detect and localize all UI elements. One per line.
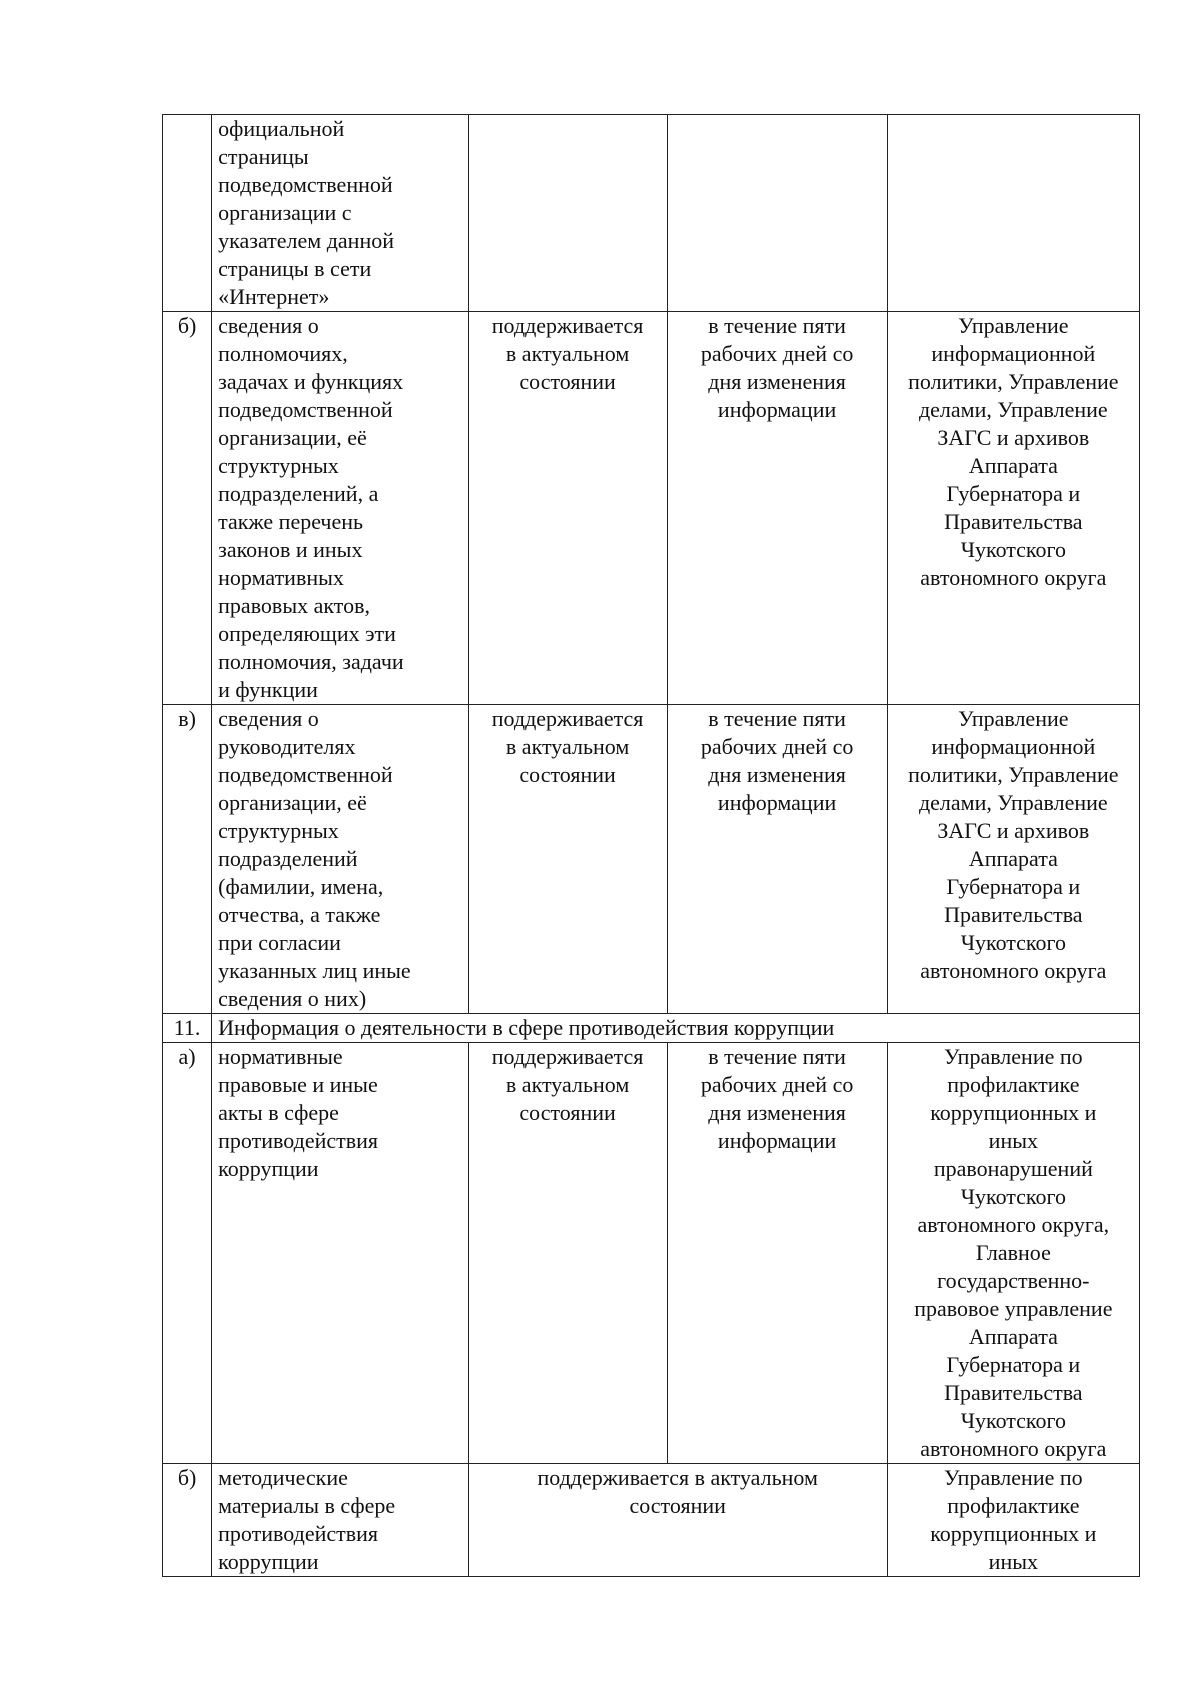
item-name: сведения о руководителях подведомственной организации, её структурных подразделений (фамилии, имена, отчества, а также при согласии указанных лиц иные сведения о них): [212, 705, 469, 1014]
section-title: Информация о деятельности в сфере противодействия коррупции: [212, 1014, 1140, 1043]
item-state: [468, 115, 667, 312]
item-state: поддерживается в актуальном состоянии: [468, 705, 667, 1014]
item-responsible: Управление по профилактике коррупционных и иных правонарушений Чукотского автономного округа, Главное государственно- правовое управление Аппарата Губернатора и Правительства Чукотского автономного округа: [887, 1043, 1139, 1464]
item-responsible: Управление по профилактике коррупционных и иных: [887, 1464, 1139, 1577]
item-name: нормативные правовые и иные акты в сфере противодействия коррупции: [212, 1043, 469, 1464]
item-state: поддерживается в актуальном состоянии: [468, 1043, 667, 1464]
item-number: б): [163, 312, 212, 705]
section-number: 11.: [163, 1014, 212, 1043]
item-term: в течение пяти рабочих дней со дня изменения информации: [667, 312, 887, 705]
item-number: б): [163, 1464, 212, 1577]
item-term: в течение пяти рабочих дней со дня изменения информации: [667, 1043, 887, 1464]
item-name: сведения о полномочиях, задачах и функциях подведомственной организации, её структурных подразделений, а также перечень законов и иных нормативных правовых актов, определяющих эти полномочия, задачи и функции: [212, 312, 469, 705]
table-row: [163, 1043, 1140, 1464]
item-term: [667, 115, 887, 312]
table-row: [163, 115, 1140, 312]
table-row: [163, 1464, 1140, 1577]
item-state: поддерживается в актуальном состоянии: [468, 312, 667, 705]
item-state-term: поддерживается в актуальном состоянии: [468, 1464, 887, 1577]
table-row: [163, 705, 1140, 1014]
item-responsible: Управление информационной политики, Управление делами, Управление ЗАГС и архивов Аппарата Губернатора и Правительства Чукотского автономного округа: [887, 705, 1139, 1014]
item-responsible: [887, 115, 1139, 312]
item-number: а): [163, 1043, 212, 1464]
item-term: в течение пяти рабочих дней со дня изменения информации: [667, 705, 887, 1014]
document-table: [162, 114, 1140, 1577]
table-row: [163, 312, 1140, 705]
item-name: методические материалы в сфере противодействия коррупции: [212, 1464, 469, 1577]
section-row: [163, 1014, 1140, 1043]
item-number: [163, 115, 212, 312]
item-responsible: Управление информационной политики, Управление делами, Управление ЗАГС и архивов Аппарата Губернатора и Правительства Чукотского автономного округа: [887, 312, 1139, 705]
item-name: официальной страницы подведомственной организации с указателем данной страницы в сети «Интернет»: [212, 115, 469, 312]
item-number: в): [163, 705, 212, 1014]
